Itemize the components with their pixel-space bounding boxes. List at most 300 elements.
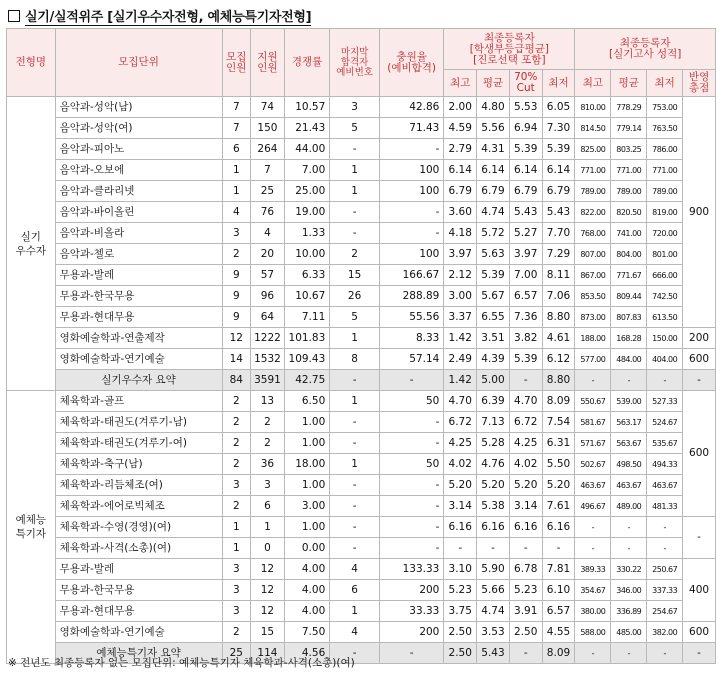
practical-score: 150.00	[647, 328, 683, 349]
practical-score: -	[611, 517, 647, 538]
cell-value: 5	[330, 118, 380, 139]
grade-value: 6.05	[542, 97, 575, 118]
cell-value: 7.11	[284, 307, 329, 328]
cell-value: 3	[251, 475, 285, 496]
cell-value: 12	[222, 328, 251, 349]
practical-score: 336.89	[611, 601, 647, 622]
cell-value: -	[379, 202, 443, 223]
unit-name: 음악과-첼로	[55, 244, 222, 265]
practical-score: 380.00	[575, 601, 611, 622]
cell-value: 3	[222, 580, 251, 601]
grade-value: 3.97	[444, 244, 477, 265]
grade-value: 7.29	[542, 244, 575, 265]
summary-value: -	[379, 370, 443, 391]
cell-value: 1.33	[284, 223, 329, 244]
page-title	[8, 6, 311, 25]
cell-value: -	[379, 223, 443, 244]
summary-value: -	[575, 370, 611, 391]
practical-score: 330.22	[611, 559, 647, 580]
grade-value: 5.72	[477, 223, 510, 244]
table-row	[7, 202, 716, 223]
grade-value: -	[542, 538, 575, 559]
grade-value: 1.42	[444, 328, 477, 349]
unit-name: 체육학과-리듬체조(여)	[55, 475, 222, 496]
grade-value: 4.39	[477, 349, 510, 370]
total-score: 600	[683, 349, 716, 370]
cell-value: 3.00	[284, 496, 329, 517]
cell-value: 2	[251, 412, 285, 433]
practical-score: 550.67	[575, 391, 611, 412]
total-score: -	[683, 517, 716, 559]
cell-value: 74	[251, 97, 285, 118]
practical-score: 771.00	[647, 160, 683, 181]
cell-value: 10.00	[284, 244, 329, 265]
total-score: 900	[683, 97, 716, 328]
cell-value: 42.86	[379, 97, 443, 118]
cell-value: 1	[330, 181, 380, 202]
practical-score: 820.50	[611, 202, 647, 223]
cell-value: 4	[222, 202, 251, 223]
cell-value: 26	[330, 286, 380, 307]
cell-value: 2	[251, 433, 285, 454]
practical-score: -	[575, 538, 611, 559]
practical-score: 786.00	[647, 139, 683, 160]
grade-value: 4.25	[509, 433, 542, 454]
table-row	[7, 286, 716, 307]
cell-value: 50	[379, 454, 443, 475]
checkbox-square-icon	[8, 10, 20, 22]
practical-score: 581.67	[575, 412, 611, 433]
table-row	[7, 496, 716, 517]
practical-score: 789.00	[575, 181, 611, 202]
unit-name: 무용과-현대무용	[55, 601, 222, 622]
cell-value: -	[330, 412, 380, 433]
summary-value: -	[509, 643, 542, 664]
cell-value: 2	[222, 454, 251, 475]
header-track: 전형명	[7, 29, 56, 97]
table-row	[7, 622, 716, 643]
grade-value: 2.49	[444, 349, 477, 370]
cell-value: 4.00	[284, 559, 329, 580]
summary-value: 42.75	[284, 370, 329, 391]
grade-value: 6.57	[509, 286, 542, 307]
cell-value: 36	[251, 454, 285, 475]
cell-value: 1532	[251, 349, 285, 370]
practical-score: 809.44	[611, 286, 647, 307]
grade-value: 6.14	[477, 160, 510, 181]
unit-name: 체육학과-사격(소총)(여)	[55, 538, 222, 559]
cell-value: 6	[222, 139, 251, 160]
cell-value: 1.00	[284, 433, 329, 454]
practical-score: 337.33	[647, 580, 683, 601]
grade-value: 6.16	[509, 517, 542, 538]
cell-value: -	[330, 517, 380, 538]
grade-value: 6.79	[509, 181, 542, 202]
grade-value: 7.13	[477, 412, 510, 433]
cell-value: -	[379, 538, 443, 559]
cell-value: 1222	[251, 328, 285, 349]
table-row	[7, 391, 716, 412]
cell-value: 100	[379, 244, 443, 265]
cell-value: 1	[222, 517, 251, 538]
grade-value: 5.43	[509, 202, 542, 223]
practical-score: 539.00	[611, 391, 647, 412]
grade-value: -	[509, 538, 542, 559]
grade-value: 4.18	[444, 223, 477, 244]
grade-value: 2.79	[444, 139, 477, 160]
grade-value: 5.39	[509, 349, 542, 370]
footnote: ※ 전년도 최종등록자 없는 모집단위: 예체능특기자 체육학과-사격(소총)(여)	[8, 657, 355, 669]
summary-row	[7, 370, 716, 391]
summary-value: -	[575, 643, 611, 664]
grade-value: 5.20	[444, 475, 477, 496]
header-grade-group: 최종등록자 [학생부등급평균] [진로선택 포함]	[444, 29, 575, 70]
table-row	[7, 433, 716, 454]
practical-score: 853.50	[575, 286, 611, 307]
grade-value: 5.23	[444, 580, 477, 601]
cell-value: 15	[330, 265, 380, 286]
grade-value: 3.00	[444, 286, 477, 307]
grade-value: 6.16	[477, 517, 510, 538]
unit-name: 무용과-한국무용	[55, 580, 222, 601]
unit-name: 음악과-성악(남)	[55, 97, 222, 118]
practical-score: -	[575, 517, 611, 538]
grade-value: 3.97	[509, 244, 542, 265]
cell-value: 44.00	[284, 139, 329, 160]
grade-value: 4.80	[477, 97, 510, 118]
grade-value: 6.31	[542, 433, 575, 454]
summary-value: 8.09	[542, 643, 575, 664]
unit-name: 무용과-한국무용	[55, 286, 222, 307]
cell-value: 6.50	[284, 391, 329, 412]
cell-value: -	[330, 496, 380, 517]
cell-value: 18.00	[284, 454, 329, 475]
cell-value: 2	[222, 496, 251, 517]
cell-value: 2	[222, 622, 251, 643]
cell-value: 1	[222, 181, 251, 202]
table-row	[7, 412, 716, 433]
header-grade-avg: 평균	[477, 70, 510, 97]
cell-value: 0	[251, 538, 285, 559]
cell-value: 57	[251, 265, 285, 286]
unit-name: 음악과-바이올린	[55, 202, 222, 223]
summary-value: -	[647, 370, 683, 391]
cell-value: -	[330, 139, 380, 160]
practical-score: 254.67	[647, 601, 683, 622]
grade-value: 5.67	[477, 286, 510, 307]
grade-value: 4.61	[542, 328, 575, 349]
cell-value: 200	[379, 622, 443, 643]
cell-value: -	[330, 433, 380, 454]
grade-value: 6.72	[509, 412, 542, 433]
grade-value: -	[477, 538, 510, 559]
practical-score: 779.14	[611, 118, 647, 139]
cell-value: 264	[251, 139, 285, 160]
grade-value: 4.74	[477, 601, 510, 622]
summary-value: -	[611, 643, 647, 664]
practical-score: 819.00	[647, 202, 683, 223]
cell-value: 1	[330, 160, 380, 181]
cell-value: 4.00	[284, 601, 329, 622]
table-body	[7, 97, 716, 664]
grade-value: 4.02	[444, 454, 477, 475]
grade-value: 7.06	[542, 286, 575, 307]
cell-value: 71.43	[379, 118, 443, 139]
cell-value: -	[379, 433, 443, 454]
cell-value: 5	[330, 307, 380, 328]
grade-value: 6.57	[542, 601, 575, 622]
table-row	[7, 328, 716, 349]
practical-score: 753.00	[647, 97, 683, 118]
grade-value: 5.20	[509, 475, 542, 496]
unit-name: 음악과-클라리넷	[55, 181, 222, 202]
practical-score: 494.33	[647, 454, 683, 475]
grade-value: -	[444, 538, 477, 559]
summary-value: -	[647, 643, 683, 664]
cell-value: 109.43	[284, 349, 329, 370]
practical-score: 771.00	[575, 160, 611, 181]
grade-value: 2.50	[444, 622, 477, 643]
table-row	[7, 538, 716, 559]
title-text: 실기/실적위주 [실기우수자전형, 예체능특기자전형]	[25, 10, 312, 25]
cell-value: 25	[251, 181, 285, 202]
grade-value: 5.20	[542, 475, 575, 496]
grade-value: 4.31	[477, 139, 510, 160]
practical-score: 250.67	[647, 559, 683, 580]
cell-value: 10.67	[284, 286, 329, 307]
summary-value: 5.43	[477, 643, 510, 664]
cell-value: 3	[222, 601, 251, 622]
grade-value: 4.59	[444, 118, 477, 139]
total-score: 200	[683, 328, 716, 349]
cell-value: -	[379, 475, 443, 496]
grade-value: 3.82	[509, 328, 542, 349]
cell-value: 33.33	[379, 601, 443, 622]
grade-value: 5.63	[477, 244, 510, 265]
practical-score: 188.00	[575, 328, 611, 349]
grade-value: 3.10	[444, 559, 477, 580]
table-row	[7, 265, 716, 286]
cell-value: 6.33	[284, 265, 329, 286]
grade-value: 3.53	[477, 622, 510, 643]
grade-value: 5.66	[477, 580, 510, 601]
summary-value: -	[330, 643, 380, 664]
cell-value: 9	[222, 286, 251, 307]
practical-score: 720.00	[647, 223, 683, 244]
unit-name: 영화예술학과-연출제작	[55, 328, 222, 349]
grade-value: 5.50	[542, 454, 575, 475]
cell-value: 2	[222, 412, 251, 433]
table-row	[7, 475, 716, 496]
grade-value: 7.30	[542, 118, 575, 139]
unit-name: 무용과-발레	[55, 559, 222, 580]
unit-name: 무용과-현대무용	[55, 307, 222, 328]
grade-value: 6.94	[509, 118, 542, 139]
practical-score: -	[611, 538, 647, 559]
practical-score: 168.28	[611, 328, 647, 349]
grade-value: 3.60	[444, 202, 477, 223]
summary-value: 1.42	[444, 370, 477, 391]
unit-name: 음악과-성악(여)	[55, 118, 222, 139]
practical-score: 463.67	[575, 475, 611, 496]
cell-value: 2	[222, 244, 251, 265]
cell-value: 13	[251, 391, 285, 412]
cell-value: 10.57	[284, 97, 329, 118]
practical-score: 535.67	[647, 433, 683, 454]
grade-value: 5.43	[542, 202, 575, 223]
grade-value: 2.12	[444, 265, 477, 286]
cell-value: 166.67	[379, 265, 443, 286]
cell-value: 12	[251, 601, 285, 622]
grade-value: 5.39	[542, 139, 575, 160]
cell-value: 150	[251, 118, 285, 139]
unit-name: 체육학과-에어로빅체조	[55, 496, 222, 517]
practical-score: 666.00	[647, 265, 683, 286]
total-score: 600	[683, 622, 716, 643]
header-practical-worst: 최저	[647, 70, 683, 97]
practical-score: 485.00	[611, 622, 647, 643]
practical-score: 502.67	[575, 454, 611, 475]
grade-value: 5.39	[477, 265, 510, 286]
header-last-waitlist: 마지막 합격자 예비번호	[330, 29, 380, 97]
grade-value: 4.55	[542, 622, 575, 643]
cell-value: 3	[222, 559, 251, 580]
practical-score: 789.00	[611, 181, 647, 202]
practical-score: 571.67	[575, 433, 611, 454]
cell-value: 1	[330, 391, 380, 412]
grade-value: 4.25	[444, 433, 477, 454]
header-grade-best: 최고	[444, 70, 477, 97]
track-name: 예체능 특기자	[7, 391, 56, 664]
practical-score: 810.00	[575, 97, 611, 118]
grade-value: 5.38	[477, 496, 510, 517]
cell-value: 3	[330, 97, 380, 118]
cell-value: 20	[251, 244, 285, 265]
grade-value: 7.00	[509, 265, 542, 286]
table-row	[7, 559, 716, 580]
cell-value: 25.00	[284, 181, 329, 202]
table-row	[7, 223, 716, 244]
practical-score: 577.00	[575, 349, 611, 370]
grade-value: 4.02	[509, 454, 542, 475]
unit-name: 체육학과-수영(경영)(여)	[55, 517, 222, 538]
cell-value: 2	[330, 244, 380, 265]
unit-name: 무용과-발레	[55, 265, 222, 286]
header-quota: 모집 인원	[222, 29, 251, 97]
grade-value: 4.76	[477, 454, 510, 475]
table-row	[7, 118, 716, 139]
summary-value: -	[379, 643, 443, 664]
cell-value: 76	[251, 202, 285, 223]
table-row	[7, 244, 716, 265]
grade-value: 4.70	[444, 391, 477, 412]
grade-value: 6.14	[542, 160, 575, 181]
grade-value: 7.70	[542, 223, 575, 244]
cell-value: 3	[222, 223, 251, 244]
cell-value: 3	[222, 475, 251, 496]
practical-score: 742.50	[647, 286, 683, 307]
unit-name: 영화예술학과-연기예술	[55, 349, 222, 370]
table-row	[7, 97, 716, 118]
cell-value: 1	[251, 517, 285, 538]
cell-value: 288.89	[379, 286, 443, 307]
cell-value: 8.33	[379, 328, 443, 349]
cell-value: 96	[251, 286, 285, 307]
cell-value: 55.56	[379, 307, 443, 328]
cell-value: 9	[222, 307, 251, 328]
cell-value: 50	[379, 391, 443, 412]
grade-value: 2.50	[509, 622, 542, 643]
cell-value: 7.50	[284, 622, 329, 643]
table-row	[7, 307, 716, 328]
practical-score: 803.25	[611, 139, 647, 160]
grade-value: 8.11	[542, 265, 575, 286]
cell-value: 200	[379, 580, 443, 601]
table-row	[7, 580, 716, 601]
cell-value: 8	[330, 349, 380, 370]
grade-value: 6.16	[542, 517, 575, 538]
practical-score: 404.00	[647, 349, 683, 370]
table-row	[7, 181, 716, 202]
practical-score: 807.83	[611, 307, 647, 328]
header-applicants: 지원 인원	[251, 29, 285, 97]
practical-score: 771.67	[611, 265, 647, 286]
cell-value: 133.33	[379, 559, 443, 580]
table-row	[7, 349, 716, 370]
grade-value: 3.91	[509, 601, 542, 622]
practical-score: 389.33	[575, 559, 611, 580]
summary-value: 2.50	[444, 643, 477, 664]
cell-value: -	[379, 139, 443, 160]
grade-value: 5.27	[509, 223, 542, 244]
cell-value: 1	[222, 538, 251, 559]
summary-value: -	[330, 370, 380, 391]
practical-score: 801.00	[647, 244, 683, 265]
grade-value: 5.28	[477, 433, 510, 454]
practical-score: 563.17	[611, 412, 647, 433]
cell-value: -	[379, 517, 443, 538]
practical-score: 613.50	[647, 307, 683, 328]
cell-value: -	[379, 496, 443, 517]
cell-value: 4	[251, 223, 285, 244]
unit-name: 음악과-피아노	[55, 139, 222, 160]
practical-score: 771.00	[611, 160, 647, 181]
practical-score: 768.00	[575, 223, 611, 244]
cell-value: 7.00	[284, 160, 329, 181]
cell-value: 2	[222, 433, 251, 454]
cell-value: -	[379, 412, 443, 433]
practical-score: -	[647, 517, 683, 538]
header-unit: 모집단위	[55, 29, 222, 97]
cell-value: 14	[222, 349, 251, 370]
practical-score: 382.00	[647, 622, 683, 643]
grade-value: 5.53	[509, 97, 542, 118]
total-score: 400	[683, 559, 716, 622]
header-practical-group: 최종등록자 [실기고사 성적]	[575, 29, 716, 70]
grade-value: 2.00	[444, 97, 477, 118]
summary-value: 5.00	[477, 370, 510, 391]
grade-value: 3.51	[477, 328, 510, 349]
practical-score: 524.67	[647, 412, 683, 433]
cell-value: 19.00	[284, 202, 329, 223]
cell-value: 100	[379, 181, 443, 202]
table-row	[7, 601, 716, 622]
cell-value: 21.43	[284, 118, 329, 139]
practical-score: 822.00	[575, 202, 611, 223]
cell-value: 7	[222, 118, 251, 139]
header-practical-avg: 평균	[611, 70, 647, 97]
cell-value: 12	[251, 559, 285, 580]
